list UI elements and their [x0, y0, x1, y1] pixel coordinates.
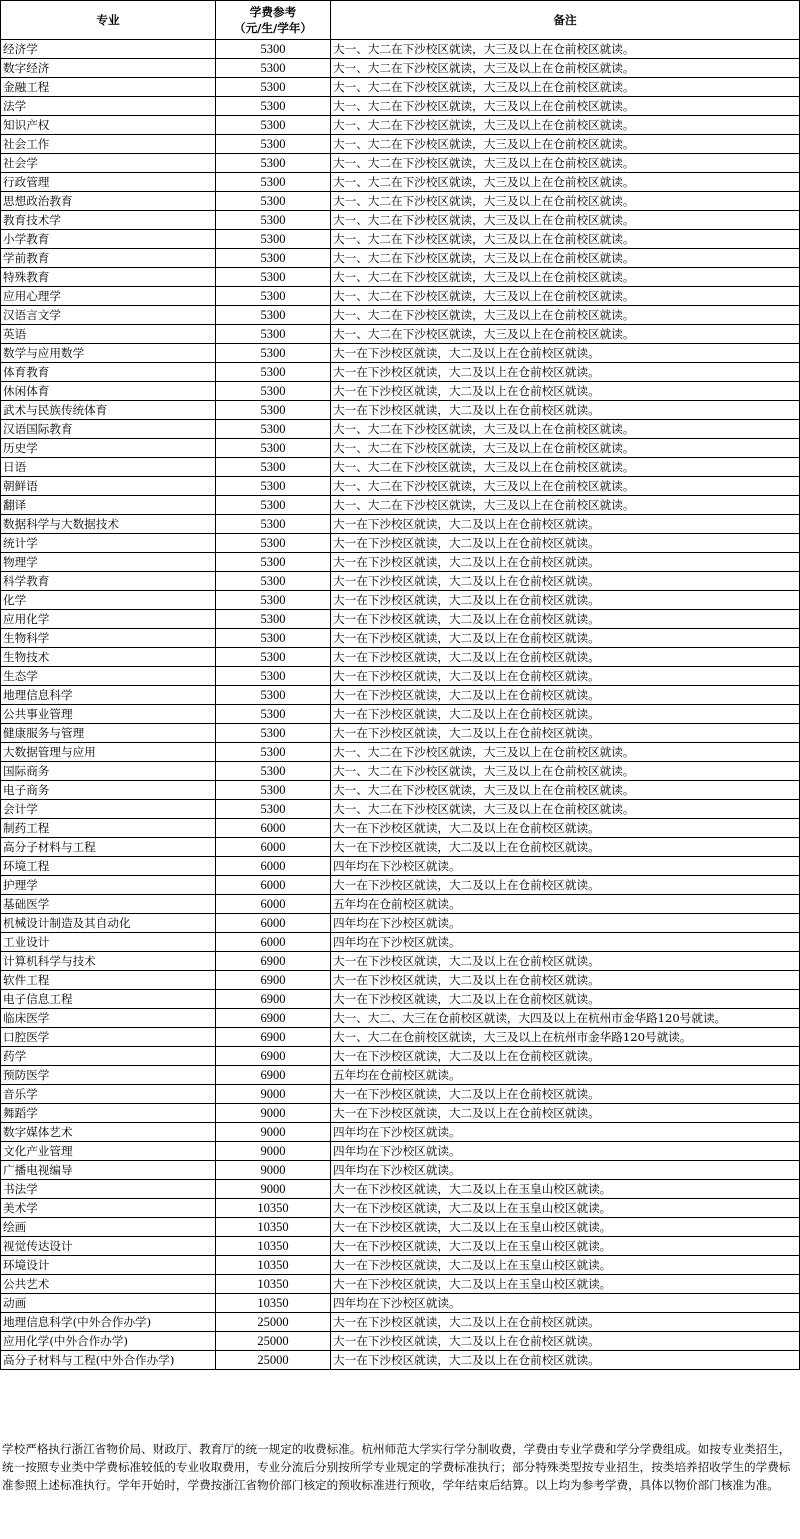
note-cell: 大一、大二在下沙校区就读，大三及以上在仓前校区就读。 [331, 325, 800, 344]
major-cell: 行政管理 [1, 173, 216, 192]
note-cell: 大一在下沙校区就读，大二及以上在玉皇山校区就读。 [331, 1199, 800, 1218]
fee-cell: 5300 [216, 515, 331, 534]
table-row [1, 553, 800, 572]
table-row [1, 1256, 800, 1275]
major-cell: 小学教育 [1, 230, 216, 249]
table-row [1, 230, 800, 249]
fee-cell: 5300 [216, 458, 331, 477]
fee-cell: 9000 [216, 1104, 331, 1123]
table-row [1, 705, 800, 724]
major-cell: 教育技术学 [1, 211, 216, 230]
major-cell: 学前教育 [1, 249, 216, 268]
major-cell: 知识产权 [1, 116, 216, 135]
fee-cell: 5300 [216, 762, 331, 781]
fee-cell: 10350 [216, 1294, 331, 1313]
fee-cell: 6000 [216, 819, 331, 838]
table-row [1, 306, 800, 325]
note-cell: 五年均在仓前校区就读。 [331, 1066, 800, 1085]
major-cell: 书法学 [1, 1180, 216, 1199]
table-row [1, 1047, 800, 1066]
note-cell: 大一在下沙校区就读，大二及以上在仓前校区就读。 [331, 401, 800, 420]
note-cell: 大一在下沙校区就读，大二及以上在仓前校区就读。 [331, 1047, 800, 1066]
major-cell: 护理学 [1, 876, 216, 895]
major-cell: 金融工程 [1, 78, 216, 97]
note-cell: 大一、大二在下沙校区就读，大三及以上在仓前校区就读。 [331, 249, 800, 268]
major-cell: 翻译 [1, 496, 216, 515]
major-cell: 公共艺术 [1, 1275, 216, 1294]
major-cell: 环境工程 [1, 857, 216, 876]
header-note: 备注 [331, 1, 800, 40]
note-cell: 大一、大二在下沙校区就读，大三及以上在仓前校区就读。 [331, 97, 800, 116]
fee-cell: 5300 [216, 268, 331, 287]
note-cell: 大一、大二在下沙校区就读，大三及以上在仓前校区就读。 [331, 439, 800, 458]
note-cell: 大一、大二在下沙校区就读，大三及以上在仓前校区就读。 [331, 59, 800, 78]
table-row [1, 382, 800, 401]
major-cell: 预防医学 [1, 1066, 216, 1085]
note-cell: 大一、大二在下沙校区就读，大三及以上在仓前校区就读。 [331, 762, 800, 781]
major-cell: 汉语国际教育 [1, 420, 216, 439]
fee-cell: 6900 [216, 990, 331, 1009]
fee-cell: 9000 [216, 1123, 331, 1142]
note-cell: 大一在下沙校区就读，大二及以上在仓前校区就读。 [331, 1313, 800, 1332]
fee-cell: 5300 [216, 116, 331, 135]
major-cell: 动画 [1, 1294, 216, 1313]
note-cell: 大一、大二在下沙校区就读，大三及以上在仓前校区就读。 [331, 743, 800, 762]
major-cell: 武术与民族传统体育 [1, 401, 216, 420]
fee-cell: 9000 [216, 1161, 331, 1180]
major-cell: 基础医学 [1, 895, 216, 914]
fee-cell: 5300 [216, 420, 331, 439]
note-cell: 大一、大二在下沙校区就读，大三及以上在仓前校区就读。 [331, 192, 800, 211]
major-cell: 高分子材料与工程(中外合作办学) [1, 1351, 216, 1370]
fee-cell: 5300 [216, 553, 331, 572]
table-row [1, 933, 800, 952]
major-cell: 软件工程 [1, 971, 216, 990]
major-cell: 经济学 [1, 40, 216, 59]
header-major: 专业 [1, 1, 216, 40]
table-row [1, 401, 800, 420]
table-row [1, 667, 800, 686]
table-row [1, 268, 800, 287]
table-row [1, 249, 800, 268]
major-cell: 文化产业管理 [1, 1142, 216, 1161]
note-cell: 大一在下沙校区就读，大二及以上在玉皇山校区就读。 [331, 1180, 800, 1199]
note-cell: 大一在下沙校区就读，大二及以上在仓前校区就读。 [331, 667, 800, 686]
fee-cell: 5300 [216, 724, 331, 743]
note-cell: 大一在下沙校区就读，大二及以上在仓前校区就读。 [331, 382, 800, 401]
fee-cell: 6000 [216, 914, 331, 933]
major-cell: 思想政治教育 [1, 192, 216, 211]
note-cell: 大一、大二在下沙校区就读，大三及以上在仓前校区就读。 [331, 173, 800, 192]
note-cell: 大一在下沙校区就读，大二及以上在玉皇山校区就读。 [331, 1275, 800, 1294]
table-row [1, 724, 800, 743]
fee-cell: 6000 [216, 895, 331, 914]
fee-cell: 6900 [216, 952, 331, 971]
table-row [1, 1180, 800, 1199]
major-cell: 数学与应用数学 [1, 344, 216, 363]
fee-cell: 6900 [216, 1066, 331, 1085]
major-cell: 法学 [1, 97, 216, 116]
major-cell: 大数据管理与应用 [1, 743, 216, 762]
table-row [1, 629, 800, 648]
fee-cell: 5300 [216, 40, 331, 59]
table-row [1, 838, 800, 857]
major-cell: 绘画 [1, 1218, 216, 1237]
fee-cell: 5300 [216, 192, 331, 211]
note-cell: 大一在下沙校区就读，大二及以上在仓前校区就读。 [331, 591, 800, 610]
fee-cell: 5300 [216, 705, 331, 724]
fee-cell: 5300 [216, 287, 331, 306]
note-cell: 大一在下沙校区就读，大二及以上在仓前校区就读。 [331, 553, 800, 572]
table-header [1, 1, 800, 40]
note-cell: 大一、大二在下沙校区就读，大三及以上在仓前校区就读。 [331, 477, 800, 496]
note-cell: 四年均在下沙校区就读。 [331, 857, 800, 876]
table-row [1, 135, 800, 154]
fee-cell: 5300 [216, 363, 331, 382]
note-cell: 大一、大二在下沙校区就读，大三及以上在仓前校区就读。 [331, 116, 800, 135]
table-row [1, 857, 800, 876]
note-cell: 大一在下沙校区就读，大二及以上在玉皇山校区就读。 [331, 1256, 800, 1275]
note-cell: 大一在下沙校区就读，大二及以上在仓前校区就读。 [331, 990, 800, 1009]
table-row [1, 1237, 800, 1256]
fee-cell: 5300 [216, 211, 331, 230]
major-cell: 科学教育 [1, 572, 216, 591]
fee-cell: 5300 [216, 382, 331, 401]
note-cell: 大一在下沙校区就读，大二及以上在仓前校区就读。 [331, 648, 800, 667]
major-cell: 应用化学(中外合作办学) [1, 1332, 216, 1351]
table-row [1, 610, 800, 629]
table-row [1, 762, 800, 781]
fee-cell: 5300 [216, 591, 331, 610]
table-row [1, 781, 800, 800]
major-cell: 临床医学 [1, 1009, 216, 1028]
fee-cell: 5300 [216, 743, 331, 762]
table-row [1, 648, 800, 667]
fee-cell: 5300 [216, 306, 331, 325]
fee-cell: 5300 [216, 648, 331, 667]
table-row [1, 895, 800, 914]
header-row [1, 1, 800, 40]
major-cell: 美术学 [1, 1199, 216, 1218]
table-row [1, 439, 800, 458]
fee-cell: 5300 [216, 230, 331, 249]
note-cell: 五年均在仓前校区就读。 [331, 895, 800, 914]
table-row [1, 116, 800, 135]
note-cell: 大一在下沙校区就读，大二及以上在仓前校区就读。 [331, 534, 800, 553]
table-row [1, 1313, 800, 1332]
major-cell: 日语 [1, 458, 216, 477]
major-cell: 制药工程 [1, 819, 216, 838]
fee-cell: 6000 [216, 857, 331, 876]
note-cell: 大一在下沙校区就读，大二及以上在仓前校区就读。 [331, 1351, 800, 1370]
note-cell: 大一在下沙校区就读，大二及以上在仓前校区就读。 [331, 876, 800, 895]
major-cell: 生态学 [1, 667, 216, 686]
major-cell: 体育教育 [1, 363, 216, 382]
fee-cell: 5300 [216, 686, 331, 705]
major-cell: 统计学 [1, 534, 216, 553]
note-cell: 大一、大二、大三在仓前校区就读，大四及以上在杭州市金华路120号就读。 [331, 1009, 800, 1028]
note-cell: 大一在下沙校区就读，大二及以上在仓前校区就读。 [331, 1085, 800, 1104]
note-cell: 大一在下沙校区就读，大二及以上在仓前校区就读。 [331, 838, 800, 857]
fee-cell: 10350 [216, 1256, 331, 1275]
major-cell: 数字媒体艺术 [1, 1123, 216, 1142]
table-row [1, 876, 800, 895]
note-cell: 大一在下沙校区就读，大二及以上在仓前校区就读。 [331, 344, 800, 363]
major-cell: 物理学 [1, 553, 216, 572]
note-cell: 大一在下沙校区就读，大二及以上在玉皇山校区就读。 [331, 1237, 800, 1256]
note-cell: 大一在下沙校区就读，大二及以上在仓前校区就读。 [331, 1104, 800, 1123]
major-cell: 生物技术 [1, 648, 216, 667]
table-row [1, 477, 800, 496]
fee-cell: 5300 [216, 325, 331, 344]
major-cell: 药学 [1, 1047, 216, 1066]
fee-cell: 9000 [216, 1180, 331, 1199]
major-cell: 电子商务 [1, 781, 216, 800]
fee-cell: 5300 [216, 572, 331, 591]
table-row [1, 819, 800, 838]
note-cell: 大一、大二在下沙校区就读，大三及以上在仓前校区就读。 [331, 154, 800, 173]
major-cell: 英语 [1, 325, 216, 344]
fee-cell: 5300 [216, 173, 331, 192]
table-row [1, 515, 800, 534]
fee-cell: 5300 [216, 629, 331, 648]
header-fee [216, 1, 331, 40]
fee-cell: 5300 [216, 401, 331, 420]
fee-cell: 6900 [216, 1009, 331, 1028]
note-cell: 大一在下沙校区就读，大二及以上在仓前校区就读。 [331, 515, 800, 534]
table-row [1, 1066, 800, 1085]
table-row [1, 420, 800, 439]
fee-cell: 6000 [216, 933, 331, 952]
table-body [1, 40, 800, 1370]
fee-cell: 6900 [216, 1028, 331, 1047]
table-row [1, 1332, 800, 1351]
major-cell: 化学 [1, 591, 216, 610]
major-cell: 地理信息科学 [1, 686, 216, 705]
fee-cell: 6900 [216, 971, 331, 990]
major-cell: 视觉传达设计 [1, 1237, 216, 1256]
major-cell: 机械设计制造及其自动化 [1, 914, 216, 933]
major-cell: 音乐学 [1, 1085, 216, 1104]
major-cell: 社会工作 [1, 135, 216, 154]
note-cell: 大一在下沙校区就读，大二及以上在仓前校区就读。 [331, 363, 800, 382]
note-cell: 大一在下沙校区就读，大二及以上在仓前校区就读。 [331, 705, 800, 724]
note-cell: 大一在下沙校区就读，大二及以上在仓前校区就读。 [331, 572, 800, 591]
fee-cell: 10350 [216, 1275, 331, 1294]
fee-cell: 5300 [216, 477, 331, 496]
major-cell: 广播电视编导 [1, 1161, 216, 1180]
fee-cell: 25000 [216, 1351, 331, 1370]
fee-cell: 5300 [216, 496, 331, 515]
table-row [1, 1199, 800, 1218]
major-cell: 健康服务与管理 [1, 724, 216, 743]
major-cell: 国际商务 [1, 762, 216, 781]
table-row [1, 287, 800, 306]
fee-cell: 5300 [216, 344, 331, 363]
footnote-text: 学校严格执行浙江省物价局、财政厅、教育厅的统一规定的收费标准。杭州师范大学实行学分制收费，学费由专业学费和学分学费组成。如按专业类招生，统一按照专业类中学费标准较低的专业收取费用，专业分流后分别按所学专业规定的学费标准执行；部分特殊类型按专业招生，按类培养招收学生的学费标准参照上述标准执行。学年开始时，学费按浙江省物价部门核定的预收标准进行预收，学年结束后结算。以上均为参考学费，具体以物价部门核准为准。 [2, 1442, 791, 1492]
header-fee-unit: （元/生/学年） [233, 21, 313, 35]
major-cell: 地理信息科学(中外合作办学) [1, 1313, 216, 1332]
table-row [1, 591, 800, 610]
note-cell: 大一在下沙校区就读，大二及以上在仓前校区就读。 [331, 819, 800, 838]
note-cell: 大一、大二在下沙校区就读，大三及以上在仓前校区就读。 [331, 268, 800, 287]
fee-cell: 10350 [216, 1237, 331, 1256]
note-cell: 大一在下沙校区就读，大二及以上在仓前校区就读。 [331, 971, 800, 990]
major-cell: 社会学 [1, 154, 216, 173]
fee-cell: 5300 [216, 610, 331, 629]
major-cell: 应用心理学 [1, 287, 216, 306]
table-row [1, 496, 800, 515]
note-cell: 大一、大二在下沙校区就读，大三及以上在仓前校区就读。 [331, 211, 800, 230]
note-cell: 四年均在下沙校区就读。 [331, 1142, 800, 1161]
table-row [1, 59, 800, 78]
note-cell: 大一、大二在下沙校区就读，大三及以上在仓前校区就读。 [331, 287, 800, 306]
note-cell: 大一、大二在下沙校区就读，大三及以上在仓前校区就读。 [331, 496, 800, 515]
table-row [1, 173, 800, 192]
fee-cell: 5300 [216, 97, 331, 116]
fee-cell: 10350 [216, 1218, 331, 1237]
note-cell: 大一在下沙校区就读，大二及以上在仓前校区就读。 [331, 952, 800, 971]
table-row [1, 1028, 800, 1047]
note-cell: 大一在下沙校区就读，大二及以上在仓前校区就读。 [331, 610, 800, 629]
note-cell: 四年均在下沙校区就读。 [331, 1161, 800, 1180]
table-row [1, 1085, 800, 1104]
fee-cell: 5300 [216, 249, 331, 268]
major-cell: 应用化学 [1, 610, 216, 629]
major-cell: 公共事业管理 [1, 705, 216, 724]
major-cell: 汉语言文学 [1, 306, 216, 325]
table-row [1, 1009, 800, 1028]
major-cell: 口腔医学 [1, 1028, 216, 1047]
table-row [1, 800, 800, 819]
table-row [1, 458, 800, 477]
table-row [1, 534, 800, 553]
note-cell: 四年均在下沙校区就读。 [331, 1294, 800, 1313]
note-cell: 大一、大二在下沙校区就读，大三及以上在仓前校区就读。 [331, 135, 800, 154]
note-cell: 大一在下沙校区就读，大二及以上在玉皇山校区就读。 [331, 1218, 800, 1237]
fee-cell: 9000 [216, 1085, 331, 1104]
fee-cell: 25000 [216, 1332, 331, 1351]
note-cell: 大一在下沙校区就读，大二及以上在仓前校区就读。 [331, 629, 800, 648]
fee-cell: 5300 [216, 154, 331, 173]
table-row [1, 211, 800, 230]
major-cell: 历史学 [1, 439, 216, 458]
note-cell: 大一、大二在仓前校区就读，大三及以上在杭州市金华路120号就读。 [331, 1028, 800, 1047]
note-cell: 大一、大二在下沙校区就读，大三及以上在仓前校区就读。 [331, 420, 800, 439]
table-row [1, 1275, 800, 1294]
table-row [1, 192, 800, 211]
major-cell: 休闲体育 [1, 382, 216, 401]
table-row [1, 914, 800, 933]
major-cell: 高分子材料与工程 [1, 838, 216, 857]
table-row [1, 1161, 800, 1180]
note-cell: 大一在下沙校区就读，大二及以上在仓前校区就读。 [331, 1332, 800, 1351]
note-cell: 大一、大二在下沙校区就读，大三及以上在仓前校区就读。 [331, 78, 800, 97]
table-row [1, 40, 800, 59]
table-row [1, 952, 800, 971]
table-row [1, 97, 800, 116]
note-cell: 大一、大二在下沙校区就读，大三及以上在仓前校区就读。 [331, 40, 800, 59]
note-cell: 大一、大二在下沙校区就读，大三及以上在仓前校区就读。 [331, 458, 800, 477]
header-fee-title: 学费参考 [249, 5, 297, 19]
note-cell: 大一、大二在下沙校区就读，大三及以上在仓前校区就读。 [331, 230, 800, 249]
fee-cell: 25000 [216, 1313, 331, 1332]
fee-cell: 5300 [216, 439, 331, 458]
note-cell: 大一在下沙校区就读，大二及以上在仓前校区就读。 [331, 724, 800, 743]
fee-cell: 5300 [216, 800, 331, 819]
major-cell: 数字经济 [1, 59, 216, 78]
table-row [1, 154, 800, 173]
table-row [1, 1294, 800, 1313]
note-cell: 大一、大二在下沙校区就读，大三及以上在仓前校区就读。 [331, 306, 800, 325]
note-cell: 大一、大二在下沙校区就读，大三及以上在仓前校区就读。 [331, 781, 800, 800]
table-row [1, 1142, 800, 1161]
major-cell: 计算机科学与技术 [1, 952, 216, 971]
fee-cell: 6900 [216, 1047, 331, 1066]
major-cell: 生物科学 [1, 629, 216, 648]
fee-cell: 5300 [216, 59, 331, 78]
table-row [1, 325, 800, 344]
table-row [1, 990, 800, 1009]
major-cell: 工业设计 [1, 933, 216, 952]
fee-cell: 5300 [216, 667, 331, 686]
table-row [1, 743, 800, 762]
fee-cell: 5300 [216, 78, 331, 97]
major-cell: 数据科学与大数据技术 [1, 515, 216, 534]
note-cell: 四年均在下沙校区就读。 [331, 914, 800, 933]
major-cell: 舞蹈学 [1, 1104, 216, 1123]
fee-cell: 5300 [216, 534, 331, 553]
major-cell: 环境设计 [1, 1256, 216, 1275]
table-row [1, 1123, 800, 1142]
table-row [1, 363, 800, 382]
table-row [1, 1104, 800, 1123]
major-cell: 会计学 [1, 800, 216, 819]
note-cell: 大一、大二在下沙校区就读，大三及以上在仓前校区就读。 [331, 800, 800, 819]
note-cell: 四年均在下沙校区就读。 [331, 1123, 800, 1142]
table-row [1, 572, 800, 591]
fee-cell: 6000 [216, 876, 331, 895]
note-cell: 四年均在下沙校区就读。 [331, 933, 800, 952]
table-row [1, 344, 800, 363]
fee-cell: 5300 [216, 135, 331, 154]
table-row [1, 686, 800, 705]
table-row [1, 1218, 800, 1237]
table-row [1, 1351, 800, 1370]
table-row [1, 971, 800, 990]
major-cell: 特殊教育 [1, 268, 216, 287]
table-row [1, 78, 800, 97]
fee-cell: 6000 [216, 838, 331, 857]
note-cell: 大一在下沙校区就读，大二及以上在仓前校区就读。 [331, 686, 800, 705]
fee-cell: 10350 [216, 1199, 331, 1218]
fee-cell: 5300 [216, 781, 331, 800]
fee-cell: 9000 [216, 1142, 331, 1161]
major-cell: 朝鲜语 [1, 477, 216, 496]
major-cell: 电子信息工程 [1, 990, 216, 1009]
